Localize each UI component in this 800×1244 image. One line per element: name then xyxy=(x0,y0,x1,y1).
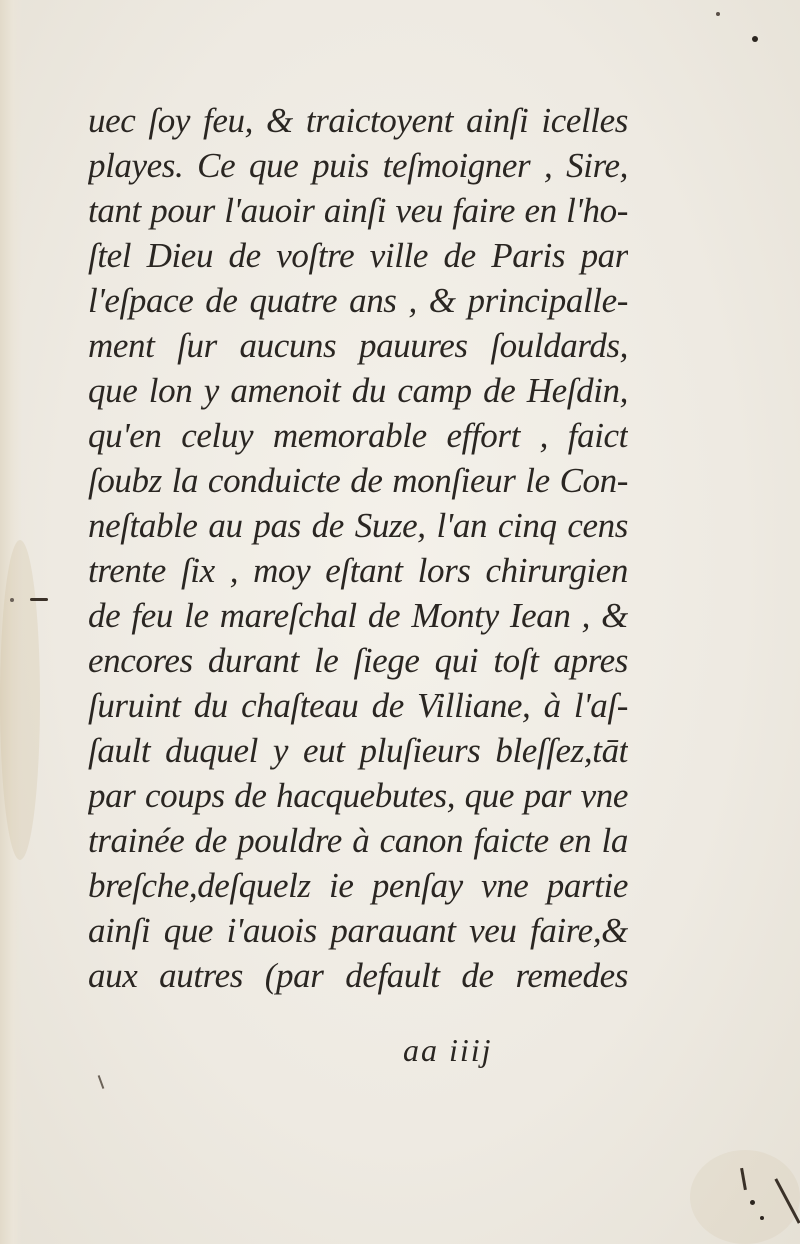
signature-mark: aa iiij xyxy=(403,1032,493,1068)
text-line: ainſi que i'auois parauant veu faire,& xyxy=(88,911,628,950)
margin-dash-mark xyxy=(30,598,48,601)
text-line: qu'en celuy memorable effort , faict xyxy=(88,416,628,455)
margin-tick-mark xyxy=(98,1075,105,1089)
ink-speck xyxy=(716,12,720,16)
text-line: aux autres (par default de remedes xyxy=(88,956,628,995)
text-line: playes. Ce que puis teſmoigner , Sire, xyxy=(88,146,628,185)
text-line: neſtable au pas de Suze, l'an cinq cens xyxy=(88,506,628,545)
text-line: uec ſoy feu, & traictoyent ainſi icelles xyxy=(88,101,628,140)
paper-stain xyxy=(0,540,40,860)
text-line: ment ſur aucuns pauures ſouldards, xyxy=(88,326,628,365)
text-block xyxy=(88,98,628,998)
ink-speck xyxy=(10,598,14,602)
text-line: ſoubz la conduicte de monſieur le Con- xyxy=(88,461,628,500)
text-line: de feu le mareſchal de Monty Iean , & xyxy=(88,596,628,635)
text-line: que lon y amenoit du camp de Heſdin, xyxy=(88,371,628,410)
text-line: trente ſix , moy eſtant lors chirurgien xyxy=(88,551,628,590)
text-line: encores durant le ſiege qui toſt apres xyxy=(88,641,628,680)
text-line: l'eſpace de quatre ans , & principalle- xyxy=(88,281,628,320)
text-line: ſault duquel y eut pluſieurs bleſſez,tāt xyxy=(88,731,628,770)
text-line: tant pour l'auoir ainſi veu faire en l'ho- xyxy=(88,191,628,230)
ink-speck xyxy=(760,1216,764,1220)
ink-speck xyxy=(750,1200,755,1205)
text-line: ſtel Dieu de voſtre ville de Paris par xyxy=(88,236,628,275)
ink-speck xyxy=(752,36,758,42)
text-line: trainée de pouldre à canon faicte en la xyxy=(88,821,628,860)
text-line: ſuruint du chaſteau de Villiane, à l'aſ- xyxy=(88,686,628,725)
text-line: breſche,deſquelz ie penſay vne partie xyxy=(88,866,628,905)
text-line: par coups de hacquebutes, que par vne xyxy=(88,776,628,815)
